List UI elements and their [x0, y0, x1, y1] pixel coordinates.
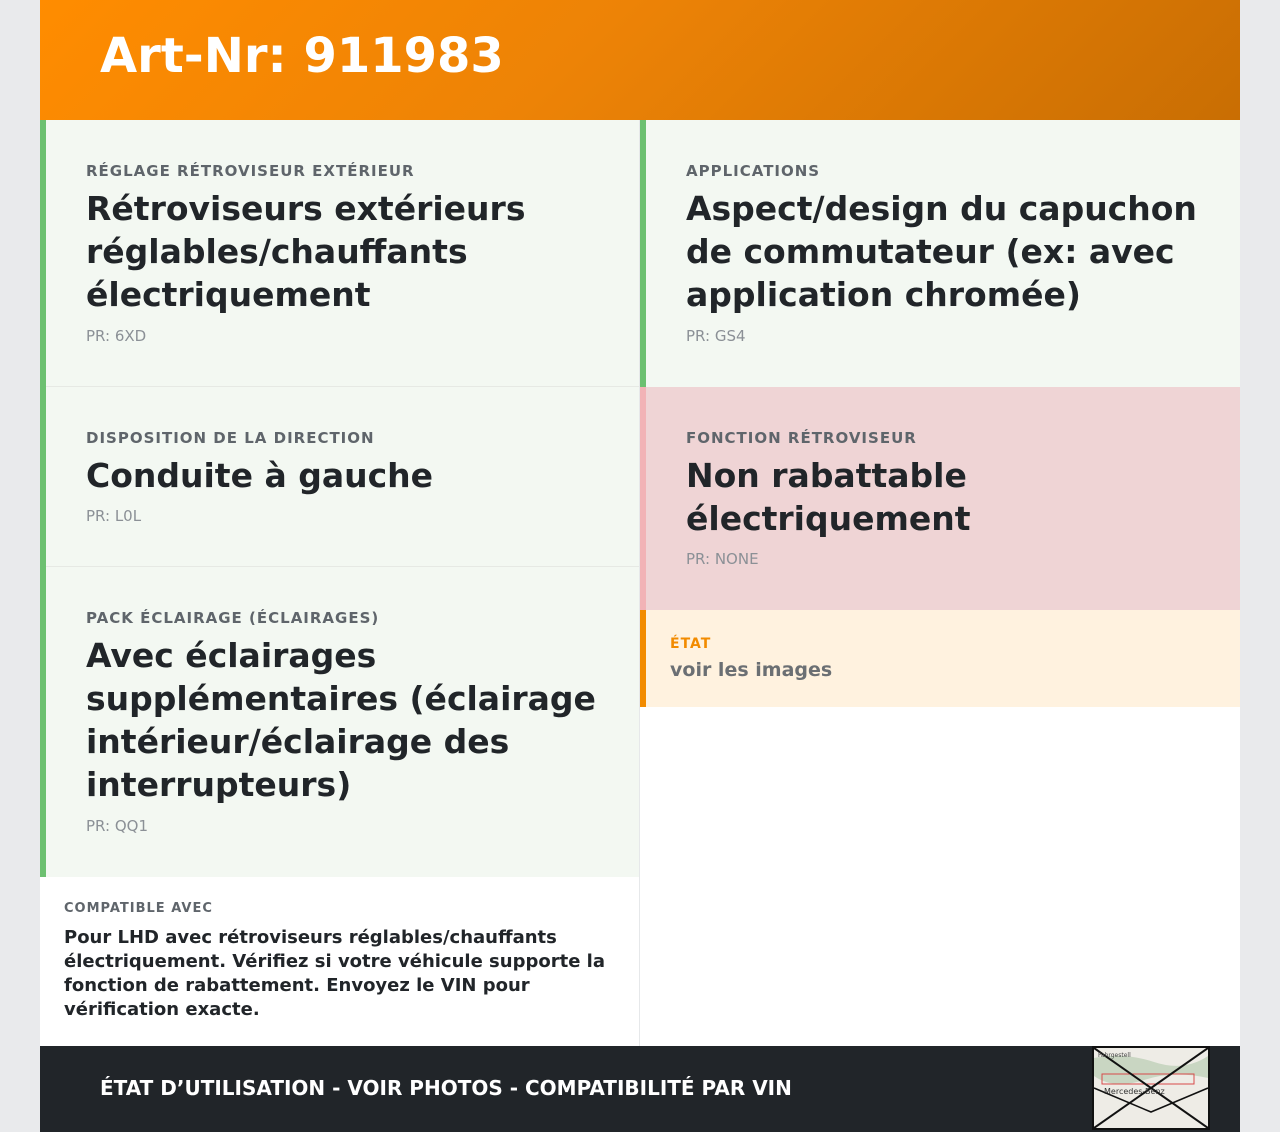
compat-label: COMPATIBLE AVEC: [64, 901, 213, 916]
view-images-link[interactable]: voir les images: [670, 659, 833, 681]
thumbnail-caption-top: Fahrgestell: [1098, 1052, 1131, 1059]
header-banner: [40, 0, 1240, 120]
card-label: RÉGLAGE RÉTROVISEUR EXTÉRIEUR: [86, 162, 415, 180]
card-applications: [640, 120, 1240, 387]
card-label: FONCTION RÉTROVISEUR: [686, 429, 917, 447]
thumbnail-caption-bottom: Mercedes-Benz: [1104, 1087, 1165, 1096]
envelope-icon: [1094, 1048, 1208, 1128]
pr-code: PR: 6XD: [86, 327, 147, 345]
compatibility-section: [40, 877, 639, 1046]
compat-text: Pour LHD avec rétroviseurs réglables/chauffants électriquement. Vérifiez si votre véhicule supporte la fonction de rabattement. Envoyez le VIN pour vérification exacte.: [64, 927, 605, 1020]
pr-code: PR: GS4: [686, 327, 746, 345]
article-number-title: Art-Nr: 911983: [100, 28, 504, 84]
card-mirror-adjust: [40, 120, 639, 387]
pr-code: PR: QQ1: [86, 817, 148, 835]
card-value: Non rabattable électriquement: [686, 456, 971, 538]
photo-thumbnail[interactable]: [1092, 1046, 1210, 1130]
card-value: Rétroviseurs extérieurs réglables/chauffants électriquement: [86, 189, 526, 314]
pr-code: PR: NONE: [686, 550, 759, 568]
card-value: Avec éclairages supplémentaires (éclairage intérieur/éclairage des interrupteurs): [86, 636, 596, 804]
card-label: DISPOSITION DE LA DIRECTION: [86, 429, 375, 447]
card-value: Aspect/design du capuchon de commutateur (ex: avec application chromée): [686, 189, 1197, 314]
card-lighting: [40, 567, 639, 877]
product-sheet: [40, 0, 1240, 1132]
card-steering: [40, 387, 639, 567]
card-mirror-function: [640, 387, 1240, 610]
card-etat: [640, 610, 1240, 707]
card-label: APPLICATIONS: [686, 162, 821, 180]
pr-code: PR: L0L: [86, 507, 142, 525]
card-value: Conduite à gauche: [86, 456, 434, 495]
card-label: PACK ÉCLAIRAGE (ÉCLAIRAGES): [86, 609, 380, 627]
column-divider: [639, 120, 640, 1046]
etat-label: ÉTAT: [670, 636, 712, 652]
footer-bar: [40, 1046, 1240, 1132]
footer-text: ÉTAT D’UTILISATION - VOIR PHOTOS - COMPATIBILITÉ PAR VIN: [100, 1076, 792, 1100]
